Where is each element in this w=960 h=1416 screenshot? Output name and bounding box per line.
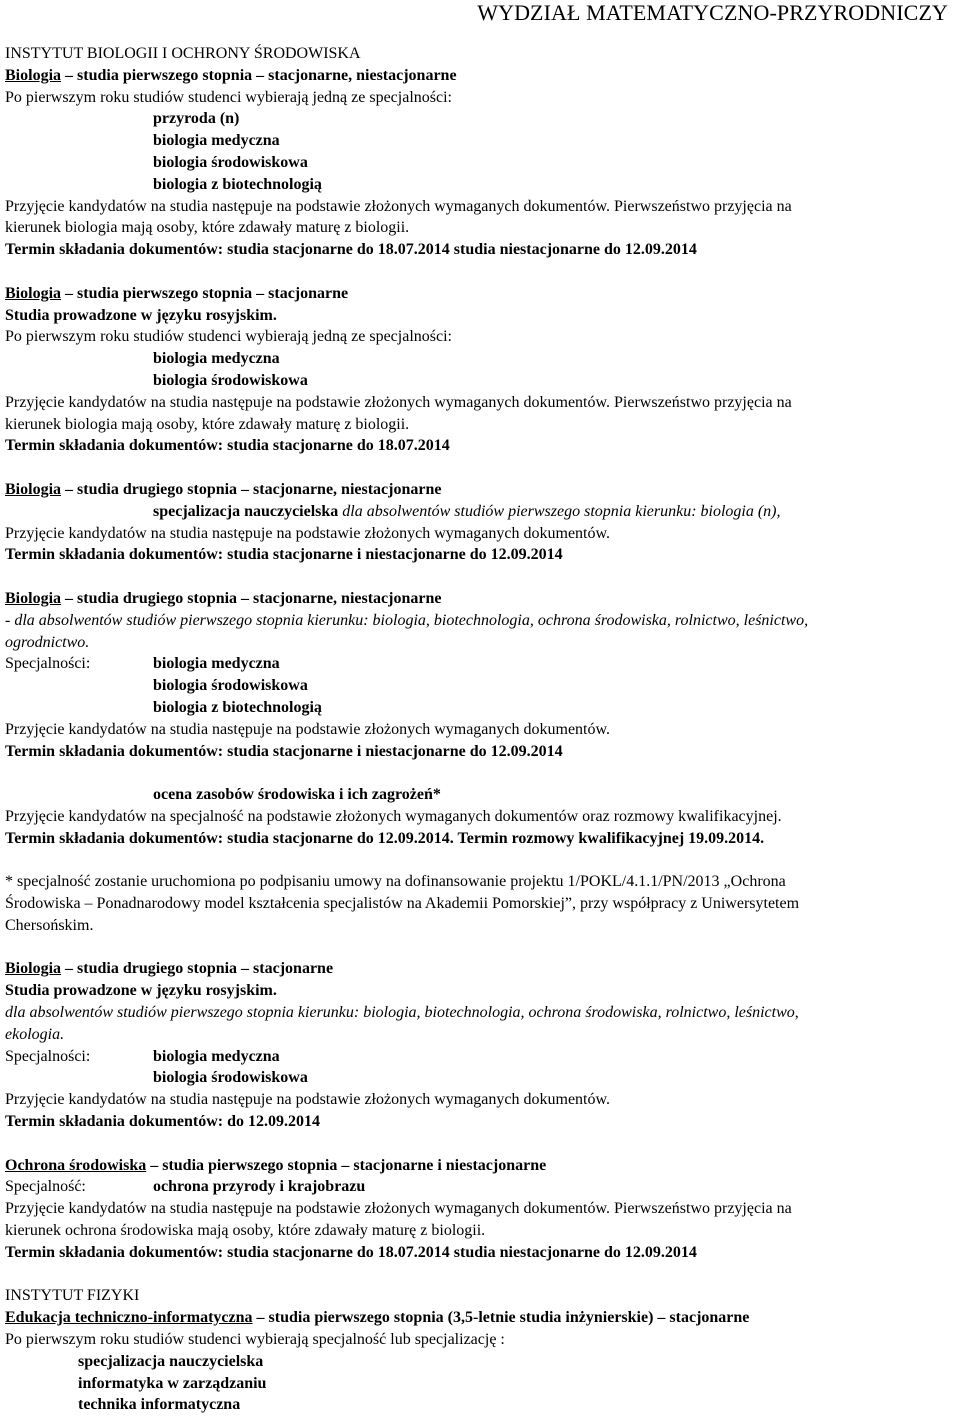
program-heading — [5, 958, 955, 980]
specialty-label: Specjalność: — [5, 1178, 86, 1196]
program-link[interactable]: Biologia — [5, 480, 62, 498]
deadline-text: Termin składania dokumentów: studia stacjonarne i niestacjonarne do 12.09.2014 — [5, 742, 563, 760]
institute-heading: INSTYTUT FIZYKI — [5, 1287, 140, 1305]
admission-text: Przyjęcie kandydatów na studia następuje na podstawie złożonych wymaganych dokumentów. — [5, 524, 611, 542]
program-heading-rest: – studia pierwszego stopnia – stacjonarne, niestacjonarne — [61, 66, 457, 84]
specialty-item: biologia medyczna — [153, 655, 280, 673]
program-heading — [5, 588, 955, 610]
specialty-item: biologia środowiskowa — [153, 153, 308, 171]
admission-text: Przyjęcie kandydatów na studia następuje na podstawie złożonych wymaganych dokumentów. — [5, 1091, 611, 1109]
language-note: Studia prowadzone w języku rosyjskim. — [5, 982, 277, 1000]
specialty-item: przyroda (n) — [153, 110, 240, 128]
program-link[interactable]: Biologia — [5, 284, 62, 302]
footnote: Środowiska – Ponadnarodowy model kształcenia specjalistów na Akademii Pomorskiej”, przy współpracy z Uniwersytetem — [5, 895, 800, 913]
program-heading-rest: – studia drugiego stopnia – stacjonarne — [61, 960, 334, 978]
program-heading — [5, 479, 955, 501]
specialties-label: Specjalności: — [5, 1047, 91, 1065]
program-heading — [5, 1307, 955, 1329]
language-note: Studia prowadzone w języku rosyjskim. — [5, 306, 277, 324]
program-heading-rest: – studia pierwszego stopnia (3,5-letnie studia inżynierskie) – stacjonarne — [252, 1309, 750, 1327]
specialty-row — [5, 1176, 955, 1198]
deadline-text: Termin składania dokumentów: studia stacjonarne i niestacjonarne do 12.09.2014 — [5, 546, 563, 564]
footnote: Chersońskim. — [5, 916, 94, 934]
specialty-item: specjalizacja nauczycielska — [78, 1352, 264, 1370]
program-heading-rest: – studia pierwszego stopnia – stacjonarne i niestacjonarne — [146, 1156, 547, 1174]
program-link[interactable]: Biologia — [5, 960, 62, 978]
footnote: * specjalność zostanie uruchomiona po podpisaniu umowy na dofinansowanie projektu 1/POKL/4.1.1/PN/2013 „Ochrona — [5, 873, 786, 891]
document-page — [5, 0, 955, 1416]
program-heading — [5, 65, 955, 87]
admission-text: kierunek ochrona środowiska mają osoby, które zdawały maturę z biologii. — [5, 1222, 486, 1240]
admission-text: kierunek biologia mają osoby, które zdawały maturę z biologii. — [5, 219, 410, 237]
program-heading-rest: – studia drugiego stopnia – stacjonarne, niestacjonarne — [61, 589, 442, 607]
faculty-title: WYDZIAŁ MATEMATYCZNO-PRZYRODNICZY — [477, 0, 948, 25]
eligibility-text: - dla absolwentów studiów pierwszego stopnia kierunku: biologia, biotechnologia, ochrona środowiska, rolnictwo, leśnictwo, — [5, 611, 809, 629]
deadline-text: Termin składania dokumentów: studia stacjonarne do 18.07.2014 studia niestacjonarne do 12.09.2014 — [5, 241, 697, 259]
specialty-item: biologia medyczna — [153, 350, 280, 368]
specialty-item: technika informatyczna — [78, 1396, 241, 1414]
program-heading-rest: – studia drugiego stopnia – stacjonarne, niestacjonarne — [61, 480, 442, 498]
intro-text: Po pierwszym roku studiów studenci wybierają specjalność lub specjalizację : — [5, 1331, 505, 1349]
specialty-item: biologia środowiskowa — [153, 371, 308, 389]
specialization-name: specjalizacja nauczycielska — [153, 502, 339, 520]
institute-heading: INSTYTUT BIOLOGII I OCHRONY ŚRODOWISKA — [5, 45, 361, 62]
eligibility-text: dla absolwentów studiów pierwszego stopnia kierunku: biologia, biotechnologia, ochrona środowiska, rolnictwo, leśnictwo, — [5, 1004, 799, 1022]
deadline-text: Termin składania dokumentów: do 12.09.2014 — [5, 1113, 321, 1131]
specialties-row — [5, 653, 955, 675]
program-link[interactable]: Biologia — [5, 66, 62, 84]
specialty-item: biologia z biotechnologią — [153, 175, 322, 193]
program-link[interactable]: Edukacja techniczno-informatyczna — [5, 1309, 253, 1327]
specialties-label: Specjalności: — [5, 655, 91, 673]
specialty-item: informatyka w zarządzaniu — [78, 1374, 267, 1392]
specialty-item: biologia środowiskowa — [153, 1069, 308, 1087]
program-heading — [5, 1155, 955, 1177]
deadline-text: Termin składania dokumentów: studia stacjonarne do 18.07.2014 — [5, 437, 450, 455]
specialty-item: ochrona przyrody i krajobrazu — [153, 1178, 366, 1196]
deadline-text: Termin składania dokumentów: studia stacjonarne do 18.07.2014 studia niestacjonarne do 12.09.2014 — [5, 1243, 697, 1261]
specialization-eligibility: dla absolwentów studiów pierwszego stopnia kierunku: biologia (n), — [338, 502, 781, 520]
admission-text: kierunek biologia mają osoby, które zdawały maturę z biologii. — [5, 415, 410, 433]
admission-text: Przyjęcie kandydatów na studia następuje na podstawie złożonych wymaganych dokumentów. — [5, 720, 611, 738]
specialization-line — [5, 501, 955, 523]
intro-text: Po pierwszym roku studiów studenci wybierają jedną ze specjalności: — [5, 88, 452, 106]
specialty-item: biologia z biotechnologią — [153, 698, 322, 716]
deadline-text: Termin składania dokumentów: studia stacjonarne do 12.09.2014. Termin rozmowy kwalifikacyjnej 19.09.2014. — [5, 829, 765, 847]
program-heading-rest: – studia pierwszego stopnia – stacjonarne — [61, 284, 349, 302]
specialties-row — [5, 1046, 955, 1068]
eligibility-text: ogrodnictwo. — [5, 633, 90, 651]
eligibility-text: ekologia. — [5, 1025, 65, 1043]
specialty-item: biologia środowiskowa — [153, 677, 308, 695]
admission-text: Przyjęcie kandydatów na studia następuje na podstawie złożonych wymaganych dokumentów. Pierwszeństwo przyjęcia na — [5, 393, 792, 411]
program-link[interactable]: Ochrona środowiska — [5, 1156, 147, 1174]
program-heading — [5, 283, 955, 305]
admission-text: Przyjęcie kandydatów na studia następuje na podstawie złożonych wymaganych dokumentów. Pierwszeństwo przyjęcia na — [5, 1200, 792, 1218]
intro-text: Po pierwszym roku studiów studenci wybierają jedną ze specjalności: — [5, 328, 452, 346]
specialty-item: biologia medyczna — [153, 1047, 280, 1065]
extra-specialty: ocena zasobów środowiska i ich zagrożeń* — [153, 786, 441, 804]
admission-text: Przyjęcie kandydatów na studia następuje na podstawie złożonych wymaganych dokumentów. Pierwszeństwo przyjęcia na — [5, 197, 792, 215]
admission-text: Przyjęcie kandydatów na specjalność na podstawie złożonych wymaganych dokumentów oraz rozmowy kwalifikacyjnej. — [5, 807, 782, 825]
program-link[interactable]: Biologia — [5, 589, 62, 607]
specialty-item: biologia medyczna — [153, 132, 280, 150]
